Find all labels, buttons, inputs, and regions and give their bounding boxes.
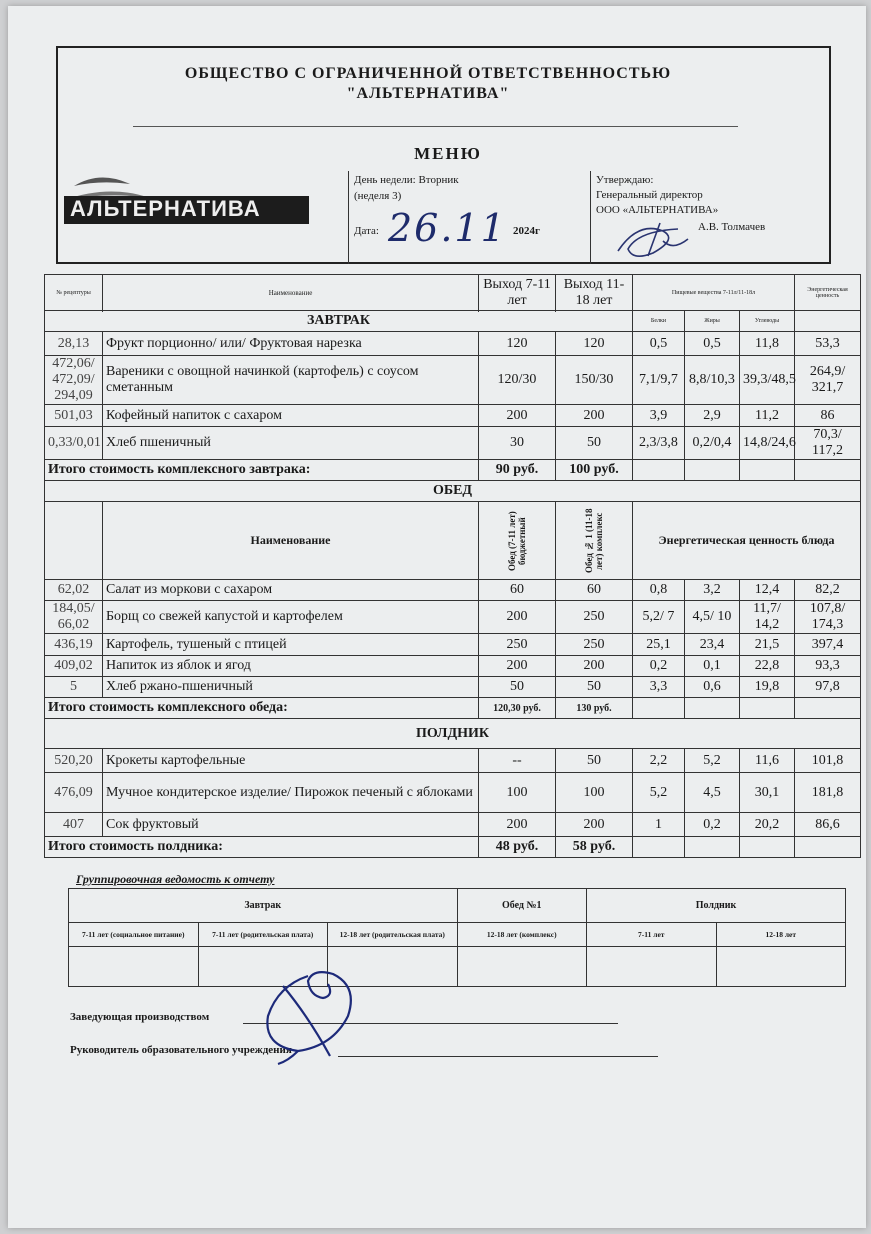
lunch-title: ОБЕД: [45, 481, 861, 502]
breakfast-title: ЗАВТРАК: [45, 311, 633, 332]
portion-7-11: 120: [479, 332, 556, 356]
proteins: 25,1: [633, 634, 685, 656]
carbs: 21,5: [740, 634, 795, 656]
logo-text: АЛЬТЕРНАТИВА: [70, 196, 261, 221]
energy: 86: [795, 405, 861, 427]
carbs: 39,3/48,5: [740, 356, 795, 405]
portion-11-18: 250: [556, 634, 633, 656]
proteins: 2,2: [633, 749, 685, 773]
menu-table: [44, 274, 861, 858]
table-row: [45, 580, 861, 601]
dish-name: Кофейный напиток с сахаром: [103, 405, 479, 427]
dish-name: Хлеб ржано-пшеничный: [103, 677, 479, 698]
portion-7-11: 200: [479, 656, 556, 677]
portion-7-11: 120/30: [479, 356, 556, 405]
approve-name: А.В. Толмачев: [698, 221, 766, 233]
proteins: 7,1/9,7: [633, 356, 685, 405]
group-c5: 7-11 лет: [587, 923, 717, 947]
weekday: День недели: Вторник: [354, 174, 459, 186]
fats: 23,4: [685, 634, 740, 656]
proteins: 2,3/3,8: [633, 427, 685, 460]
energy: 82,2: [795, 580, 861, 601]
fats: 0,2: [685, 813, 740, 837]
header-rule: [133, 126, 738, 127]
portion-7-11: 100: [479, 773, 556, 813]
proteins: 0,2: [633, 656, 685, 677]
week-number: (неделя 3): [354, 190, 402, 202]
table-row: [45, 634, 861, 656]
fats: 5,2: [685, 749, 740, 773]
table-row: [45, 773, 861, 813]
group-cell[interactable]: [587, 947, 717, 987]
col-fats: Жиры: [685, 311, 740, 332]
dish-name: Салат из моркови с сахаром: [103, 580, 479, 601]
group-c1: 7-11 лет (социальное питание): [69, 923, 199, 947]
logo: [60, 174, 320, 254]
group-breakfast: Завтрак: [69, 889, 458, 923]
proteins: 5,2: [633, 773, 685, 813]
lunch-col-a: Обед (7-11 лет) бюджетный: [507, 510, 527, 571]
portion-11-18: 60: [556, 580, 633, 601]
group-sheet-title: Группировочная ведомость к отчету: [76, 872, 275, 886]
snack-total-a: 48 руб.: [479, 837, 556, 858]
energy: 86,6: [795, 813, 861, 837]
approve-company: ООО «АЛЬТЕРНАТИВА»: [596, 204, 719, 216]
production-head-label: Заведующая производством: [70, 1011, 210, 1023]
menu-title: МЕНЮ: [414, 144, 482, 163]
breakfast-rows: [45, 332, 861, 460]
fats: 4,5: [685, 773, 740, 813]
dish-name: Фрукт порционно/ или/ Фруктовая нарезка: [103, 332, 479, 356]
energy: 93,3: [795, 656, 861, 677]
table-row: [45, 427, 861, 460]
portion-7-11: --: [479, 749, 556, 773]
energy: 97,8: [795, 677, 861, 698]
breakfast-total-a: 90 руб.: [479, 460, 556, 481]
approve-label: Утверждаю:: [596, 174, 654, 186]
recipe-code: 436,19: [45, 634, 103, 656]
portion-11-18: 100: [556, 773, 633, 813]
group-cell[interactable]: [69, 947, 199, 987]
recipe-code: 5: [45, 677, 103, 698]
fats: 0,6: [685, 677, 740, 698]
proteins: 3,3: [633, 677, 685, 698]
carbs: 19,8: [740, 677, 795, 698]
fats: 2,9: [685, 405, 740, 427]
group-c6: 12-18 лет: [716, 923, 846, 947]
lunch-col-b: Обед № 1 (11-18 лет) комплекс: [584, 508, 604, 573]
energy: 181,8: [795, 773, 861, 813]
col-nutrients: Пищевые вещества 7-11л/11-18л: [633, 275, 795, 311]
date-value: 26.11: [388, 206, 507, 250]
col-proteins: Белки: [633, 311, 685, 332]
year: 2024г: [513, 225, 540, 237]
lunch-rows: [45, 580, 861, 698]
fats: 3,2: [685, 580, 740, 601]
company-line-2: "АЛЬТЕРНАТИВА": [346, 85, 510, 102]
portion-11-18: 150/30: [556, 356, 633, 405]
portion-11-18: 250: [556, 601, 633, 634]
carbs: 22,8: [740, 656, 795, 677]
proteins: 1: [633, 813, 685, 837]
breakfast-total-label: Итого стоимость комплексного завтрака:: [45, 460, 479, 481]
dish-name: Сок фруктовый: [103, 813, 479, 837]
energy: 101,8: [795, 749, 861, 773]
company-name: [68, 64, 788, 104]
portion-11-18: 50: [556, 677, 633, 698]
recipe-code: 409,02: [45, 656, 103, 677]
recipe-code: 407: [45, 813, 103, 837]
fats: 8,8/10,3: [685, 356, 740, 405]
recipe-code: 476,09: [45, 773, 103, 813]
recipe-code: 472,06/ 472,09/ 294,09: [45, 356, 103, 405]
carbs: 11,6: [740, 749, 795, 773]
proteins: 3,9: [633, 405, 685, 427]
proteins: 5,2/ 7: [633, 601, 685, 634]
snack-rows: [45, 749, 861, 837]
group-lunch: Обед №1: [457, 889, 587, 923]
portion-7-11: 200: [479, 405, 556, 427]
table-row: [45, 332, 861, 356]
carbs: 14,8/24,6: [740, 427, 795, 460]
recipe-code: 28,13: [45, 332, 103, 356]
portion-7-11: 50: [479, 677, 556, 698]
portion-11-18: 200: [556, 813, 633, 837]
snack-title: ПОЛДНИК: [45, 719, 861, 749]
col-energy: Энергетическая ценность: [795, 275, 861, 311]
portion-11-18: 50: [556, 749, 633, 773]
energy: 70,3/ 117,2: [795, 427, 861, 460]
group-c3: 12-18 лет (родительская плата): [328, 923, 458, 947]
portion-11-18: 200: [556, 656, 633, 677]
fats: 0,2/0,4: [685, 427, 740, 460]
breakfast-total-b: 100 руб.: [556, 460, 633, 481]
handwritten-signature-icon: [238, 956, 388, 1066]
dish-name: Картофель, тушеный с птицей: [103, 634, 479, 656]
table-row: [45, 813, 861, 837]
group-snack: Полдник: [587, 889, 846, 923]
lunch-total-a: 120,30 руб.: [479, 698, 556, 719]
menu-sheet: [8, 6, 866, 1228]
group-c2: 7-11 лет (родительская плата): [198, 923, 328, 947]
lunch-col-energy: Энергетическая ценность блюда: [633, 502, 861, 580]
proteins: 0,5: [633, 332, 685, 356]
snack-total-b: 58 руб.: [556, 837, 633, 858]
group-c4: 12-18 лет (комплекс): [457, 923, 587, 947]
portion-11-18: 120: [556, 332, 633, 356]
proteins: 0,8: [633, 580, 685, 601]
carbs: 11,2: [740, 405, 795, 427]
fats: 0,5: [685, 332, 740, 356]
recipe-code: 184,05/ 66,02: [45, 601, 103, 634]
table-row: [45, 601, 861, 634]
director-signature-icon: [608, 211, 698, 266]
energy: 53,3: [795, 332, 861, 356]
dish-name: Борщ со свежей капустой и картофелем: [103, 601, 479, 634]
date-label: Дата:: [354, 225, 379, 237]
energy: 397,4: [795, 634, 861, 656]
col-name: Наименование: [103, 275, 479, 311]
recipe-code: 501,03: [45, 405, 103, 427]
fats: 4,5/ 10: [685, 601, 740, 634]
snack-total-label: Итого стоимость полдника:: [45, 837, 479, 858]
carbs: 11,7/ 14,2: [740, 601, 795, 634]
table-row: [45, 405, 861, 427]
col-out-7-11: Выход 7-11 лет: [479, 275, 556, 311]
table-row: [45, 356, 861, 405]
dish-name: Вареники с овощной начинкой (картофель) с соусом сметанным: [103, 356, 479, 405]
portion-7-11: 200: [479, 813, 556, 837]
lunch-col-name: Наименование: [103, 502, 479, 580]
fats: 0,1: [685, 656, 740, 677]
recipe-code: 62,02: [45, 580, 103, 601]
lunch-total-label: Итого стоимость комплексного обеда:: [45, 698, 479, 719]
group-sheet-table: [68, 888, 846, 987]
portion-11-18: 50: [556, 427, 633, 460]
carbs: 30,1: [740, 773, 795, 813]
dish-name: Мучное кондитерское изделие/ Пирожок печеный с яблоками: [103, 773, 479, 813]
portion-7-11: 60: [479, 580, 556, 601]
energy: 107,8/ 174,3: [795, 601, 861, 634]
col-out-11-18: Выход 11-18 лет: [556, 275, 633, 311]
portion-7-11: 250: [479, 634, 556, 656]
carbs: 12,4: [740, 580, 795, 601]
portion-11-18: 200: [556, 405, 633, 427]
col-carbs: Углеводы: [740, 311, 795, 332]
company-line-1: ОБЩЕСТВО С ОГРАНИЧЕННОЙ ОТВЕТСТВЕННОСТЬЮ: [184, 65, 672, 82]
carbs: 11,8: [740, 332, 795, 356]
table-row: [45, 656, 861, 677]
dish-name: Крокеты картофельные: [103, 749, 479, 773]
col-recipe-no: № рецептуры: [45, 275, 103, 311]
recipe-code: 520,20: [45, 749, 103, 773]
dish-name: Хлеб пшеничный: [103, 427, 479, 460]
approval-frame: [590, 171, 591, 264]
institution-head-label: Руководитель образовательного учреждения: [70, 1044, 292, 1056]
energy: 264,9/ 321,7: [795, 356, 861, 405]
group-cell[interactable]: [457, 947, 587, 987]
approve-position: Генеральный директор: [596, 189, 703, 201]
group-cell[interactable]: [716, 947, 846, 987]
portion-7-11: 30: [479, 427, 556, 460]
portion-7-11: 200: [479, 601, 556, 634]
lunch-total-b: 130 руб.: [556, 698, 633, 719]
dish-name: Напиток из яблок и ягод: [103, 656, 479, 677]
table-row: [45, 749, 861, 773]
carbs: 20,2: [740, 813, 795, 837]
recipe-code: 0,33/0,01: [45, 427, 103, 460]
table-row: [45, 677, 861, 698]
